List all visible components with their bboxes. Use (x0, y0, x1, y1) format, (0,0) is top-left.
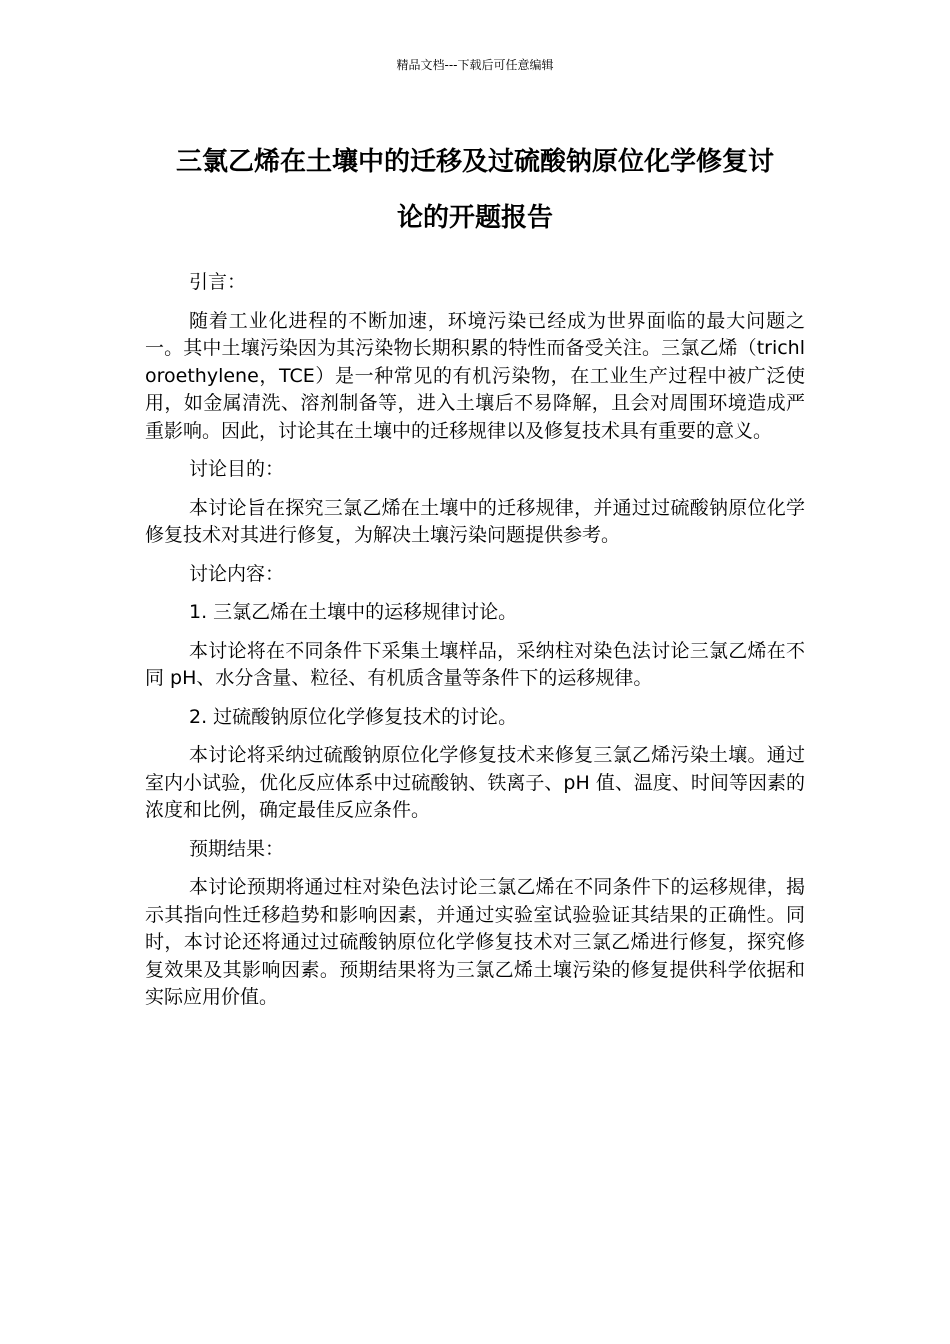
paragraph-expected-results: 本讨论预期将通过柱对染色法讨论三氯乙烯在不同条件下的运移规律，揭示其指向性迁移趋势和影响因素，并通过实验室试验验证其结果的正确性。同时，本讨论还将通过过硫酸钠原位化学修复技术对三氯乙烯进行修复，探究修复效果及其影响因素。预期结果将为三氯乙烯土壤污染的修复提供科学依据和实际应用价值。 (145, 876, 805, 1008)
document-body (145, 269, 805, 1023)
heading-expected-results: 预期结果： (189, 837, 285, 860)
heading-content: 讨论内容： (189, 562, 285, 585)
heading-purpose: 讨论目的： (189, 458, 285, 480)
paragraph-content-2: 本讨论将采纳过硫酸钠原位化学修复技术来修复三氯乙烯污染土壤。通过室内小试验，优化反应体系中过硫酸钠、铁离子、pH 值、温度、时间等因素的浓度和比例，确定最佳反应条件。 (145, 744, 805, 821)
paragraph-content-1: 本讨论将在不同条件下采集土壤样品，采纳柱对染色法讨论三氯乙烯在不同 pH、水分含量、粒径、有机质含量等条件下的运移规律。 (145, 639, 805, 689)
page-header: 精品文档---下载后可任意编辑 (396, 58, 554, 72)
paragraph-introduction: 随着工业化进程的不断加速，环境污染已经成为世界面临的最大问题之一。其中土壤污染因为其污染物长期积累的特性而备受关注。三氯乙烯（trichloroethylene，TCE）是一种常见的有机污染物，在工业生产过程中被广泛使用，如金属清洗、溶剂制备等，进入土壤后不易降解，且会对周围环境造成严重影响。因此，讨论其在土壤中的迁移规律以及修复技术具有重要的意义。 (145, 309, 805, 442)
document-title (145, 134, 805, 246)
content-item-1: 1. 三氯乙烯在土壤中的运移规律讨论。 (189, 601, 518, 623)
content-item-2: 2. 过硫酸钠原位化学修复技术的讨论。 (189, 705, 518, 728)
paragraph-purpose: 本讨论旨在探究三氯乙烯在土壤中的迁移规律，并通过过硫酸钠原位化学修复技术对其进行修复，为解决土壤污染问题提供参考。 (145, 496, 805, 546)
title-line-2: 论的开题报告 (396, 203, 553, 233)
heading-introduction: 引言： (189, 271, 247, 293)
title-line-1: 三氯乙烯在土壤中的迁移及过硫酸钠原位化学修复讨 (175, 147, 774, 177)
